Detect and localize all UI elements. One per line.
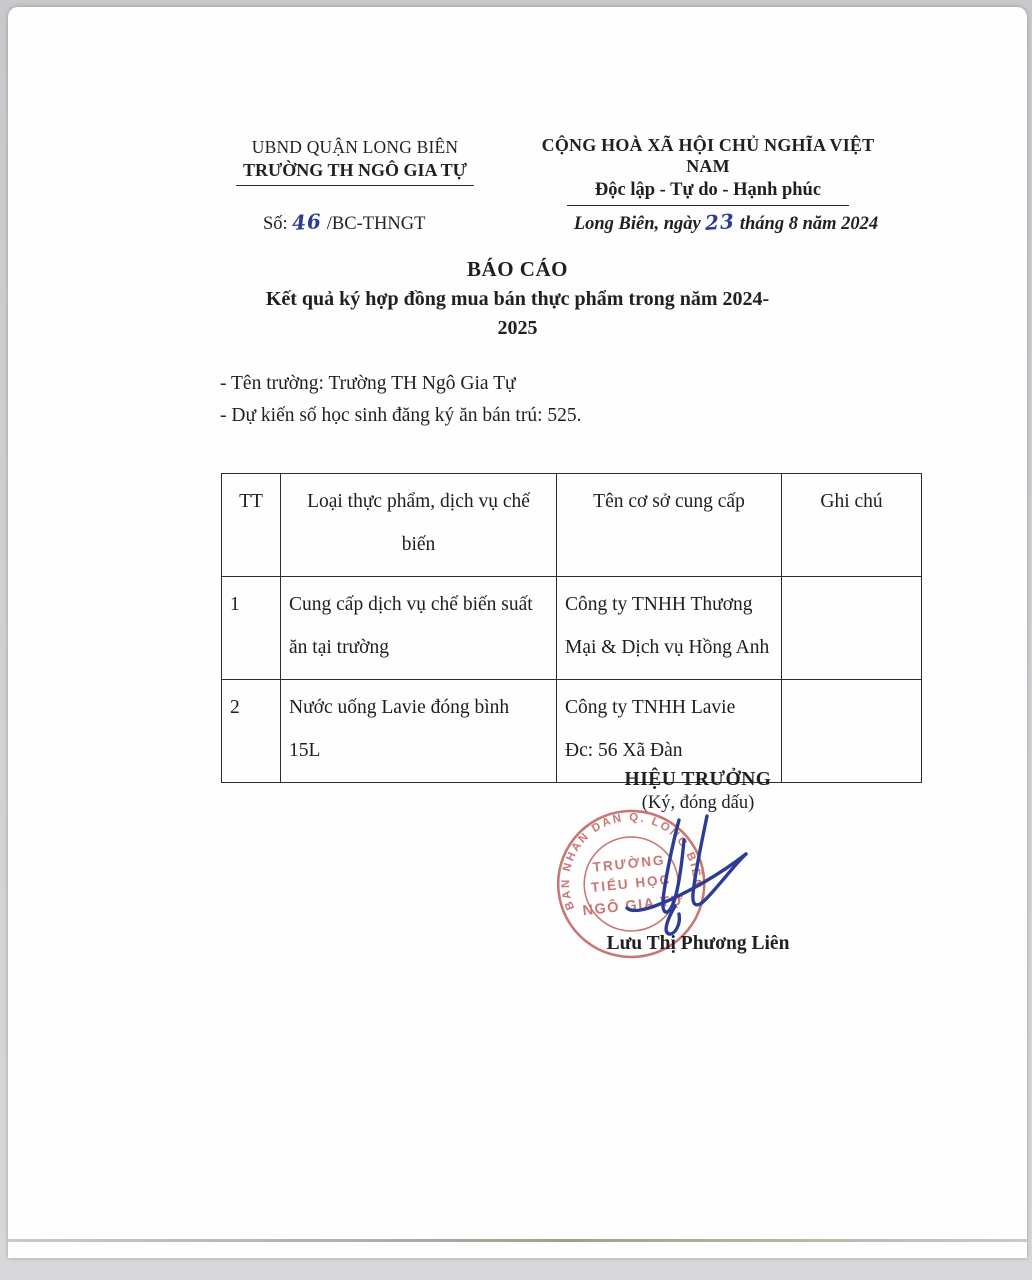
cell-supplier-line1: Công ty TNHH Thương: [565, 594, 753, 615]
signature-strokes: [627, 816, 746, 934]
table-header-row: [222, 474, 922, 577]
national-motto-block: [523, 135, 893, 206]
contracts-table: [221, 473, 922, 783]
cell-supplier-line1: Công ty TNHH Lavie: [565, 697, 736, 718]
cell-item-line1: Nước uống Lavie đóng bình: [289, 697, 510, 718]
org-name: TRƯỜNG TH NGÔ GIA TỰ: [242, 160, 468, 180]
cell-tt: 1: [222, 577, 281, 680]
cell-item-line1: Cung cấp dịch vụ chế biến suất: [289, 594, 533, 615]
cell-item-line2: 15L: [289, 740, 321, 761]
signer-role: HIỆU TRƯỞNG: [624, 769, 772, 790]
date-handwritten: 23: [704, 208, 737, 236]
col-header-note: Ghi chú: [782, 474, 922, 577]
cell-item: [281, 577, 557, 680]
stamp-line3: NGÔ GIA TỰ: [581, 892, 686, 920]
org-parent: UBND QUẬN LONG BIÊN: [251, 137, 459, 157]
stamp-line2: TIỂU HỌC: [590, 871, 672, 896]
report-subtitle-line1: Kết quả ký hợp đồng mua bán thực phẩm trong năm 2024-: [265, 288, 770, 310]
cell-item: [281, 680, 557, 783]
cell-tt: 2: [222, 680, 281, 783]
doc-number-handwritten: 46: [291, 208, 323, 236]
cell-note: [782, 680, 922, 783]
doc-number-suffix: /BC-THNGT: [326, 214, 426, 234]
cell-supplier-line2: Đc: 56 Xã Đàn: [565, 740, 683, 761]
signature-instruction: (Ký, đóng dấu): [641, 793, 755, 813]
stamp-line1: TRƯỜNG: [591, 852, 667, 875]
org-underline: [236, 185, 474, 186]
national-motto: Độc lập - Tự do - Hạnh phúc: [594, 180, 822, 200]
cell-item-line2: ăn tại trường: [289, 637, 389, 658]
national-title: CỘNG HOÀ XÃ HỘI CHỦ NGHĨA VIỆT NAM: [541, 135, 875, 176]
place-date-post: tháng 8 năm 2024: [739, 214, 879, 234]
col-header-supplier: Tên cơ sở cung cấp: [557, 474, 782, 577]
doc-number-prefix: Số:: [263, 214, 288, 234]
report-subtitle-line2: 2025: [497, 317, 538, 339]
page-edge-shadow: [8, 1239, 1027, 1242]
report-title: BÁO CÁO: [467, 257, 568, 281]
cell-supplier-line2: Mại & Dịch vụ Hồng Anh: [565, 637, 770, 658]
stamp-ring-text: BAN NHÂN DÂN Q. LONG BIÊN: [560, 811, 703, 912]
school-name-line: - Tên trường: Trường TH Ngô Gia Tự: [220, 373, 516, 394]
table-row: [222, 577, 922, 680]
signer-name: Lưu Thị Phương Liên: [606, 933, 790, 954]
issuing-org-block: [230, 137, 480, 186]
table-row: [222, 680, 922, 783]
document-number-line: [263, 210, 425, 235]
cell-supplier: [557, 680, 782, 783]
motto-underline: [567, 205, 849, 206]
document-page: [8, 7, 1027, 1258]
col-header-item: Loại thực phẩm, dịch vụ chế biến: [281, 474, 557, 577]
cell-supplier: [557, 577, 782, 680]
place-date-pre: Long Biên, ngày: [573, 214, 701, 234]
col-header-tt: TT: [222, 474, 281, 577]
place-date-line: [556, 210, 896, 235]
student-count-line: - Dự kiến số học sinh đăng ký ăn bán trú: 525.: [220, 405, 582, 426]
cell-note: [782, 577, 922, 680]
handwritten-signature: [583, 802, 773, 942]
